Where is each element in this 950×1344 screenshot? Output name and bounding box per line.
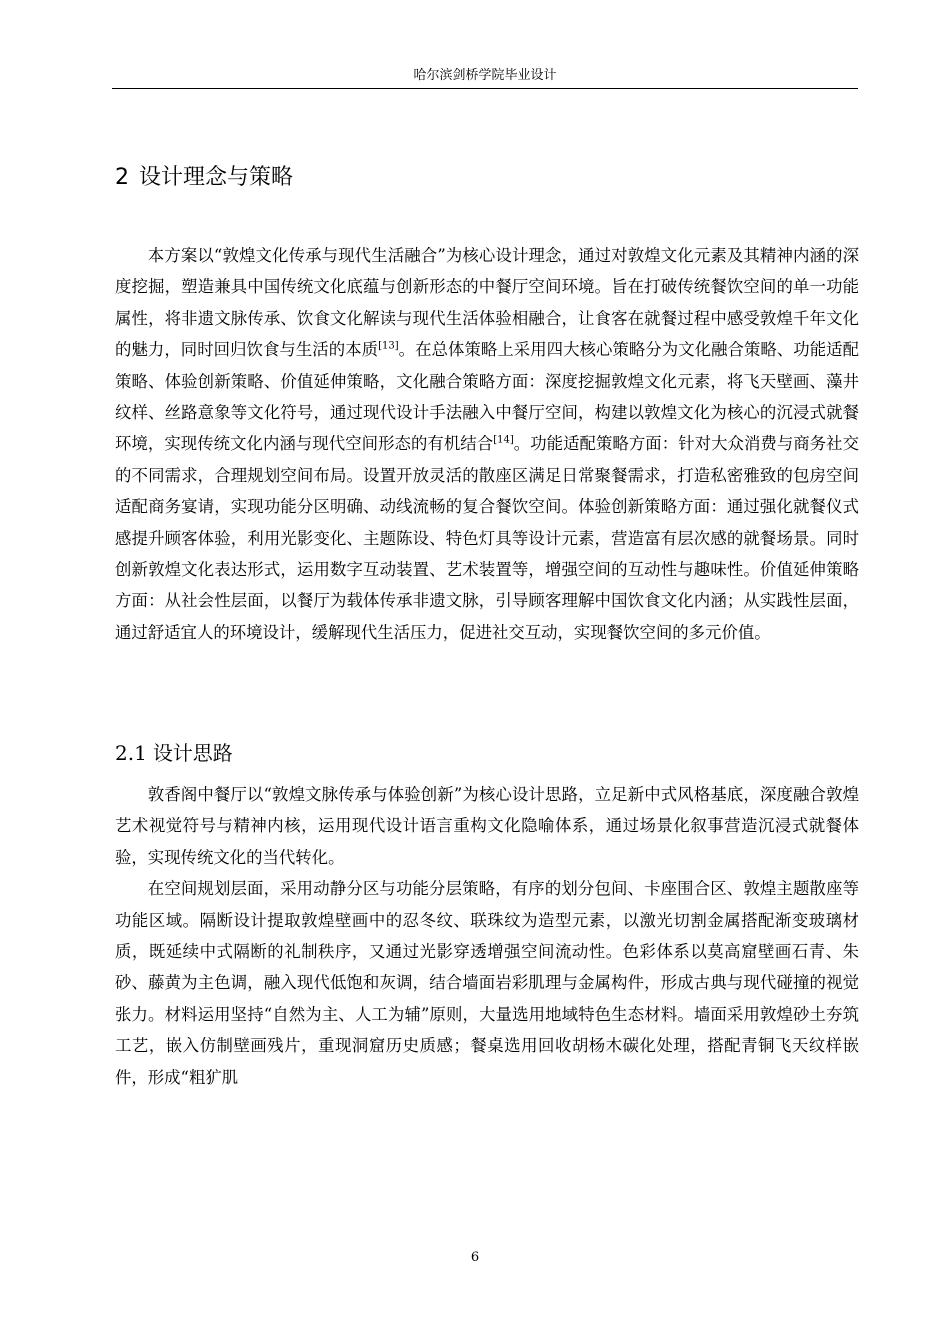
section-heading (115, 738, 233, 768)
chapter-heading (115, 163, 293, 193)
intro-text-1: 本方案以“敦煌文化传承与现代生活融合”为核心设计理念，通过对敦煌文化元素及其精神内涵的深度挖掘，塑造兼具中国传统文化底蕴与创新形态的中餐厅空间环境。旨在打破传统餐饮空间的单一功能属性，将非遗文脉传承、饮食文化解读与现代生活体验相融合，让食客在就餐过程中感受敦煌千年文化的魅力，同时回归饮食与生活的本质 (115, 246, 859, 360)
header-rule (112, 88, 858, 89)
section-body (115, 779, 859, 1093)
section-paragraph-2: 在空间规划层面，采用动静分区与功能分层策略，有序的划分包间、卡座围合区、敦煌主题散座等功能区域。隔断设计提取敦煌壁画中的忍冬纹、联珠纹为造型元素，以激光切割金属搭配渐变玻璃材质，既延续中式隔断的礼制秩序，又通过光影穿透增强空间流动性。色彩体系以莫高窟壁画石青、朱砂、藤黄为主色调，融入现代低饱和灰调，结合墙面岩彩肌理与金属构件，形成古典与现代碰撞的视觉张力。材料运用坚持“自然为主、人工为辅”原则，大量选用地域特色生态材料。墙面采用敦煌砂土夯筑工艺，嵌入仿制壁画残片，重现洞窟历史质感；餐桌选用回收胡杨木碳化处理，搭配青铜飞天纹样嵌件，形成“粗犷肌 (115, 879, 859, 1087)
chapter-title: 设计理念与策略 (139, 165, 294, 190)
intro-block (115, 240, 859, 648)
section-title: 设计思路 (152, 741, 233, 765)
intro-text-2: 。在总体策略上采用四大核心策略分为文化融合策略、功能适配策略、体验创新策略、价值延伸策略，文化融合策略方面：深度挖掘敦煌文化元素，将飞天壁画、藻井纹样、丝路意象等文化符号，通过现代设计手法融入中餐厅空间，构建以敦煌文化为核心的沉浸式就餐环境，实现传统文化内涵与现代空间形态的有机结合 (115, 340, 860, 454)
chapter-number: 2 (115, 165, 129, 190)
section-paragraph-1: 敦香阁中餐厅以“敦煌文脉传承与体验创新”为核心设计思路，立足新中式风格基底，深度融合敦煌艺术视觉符号与精神内核，运用现代设计语言重构文化隐喻体系，通过场景化叙事营造沉浸式就餐体验，实现传统文化的当代转化。 (115, 785, 859, 867)
intro-text-3: 。功能适配策略方面：针对大众消费与商务社交的不同需求，合理规划空间布局。设置开放灵活的散座区满足日常聚餐需求，打造私密雅致的包房空间适配商务宴请，实现功能分区明确、动线流畅的复合餐饮空间。体验创新策略方面：通过强化就餐仪式感提升顾客体验，利用光影变化、主题陈设、特色灯具等设计元素，营造富有层次感的就餐场景。同时创新敦煌文化表达形式，运用数字互动装置、艺术装置等，增强空间的互动性与趣味性。价值延伸策略方面：从社会性层面，以餐厅为载体传承非遗文脉，引导顾客理解中国饮食文化内涵；从实践性层面，通过舒适宜人的环境设计，缓解现代生活压力，促进社交互动，实现餐饮空间的多元价值。 (115, 434, 860, 642)
intro-paragraph (115, 240, 859, 648)
page-number: 6 (470, 1250, 480, 1265)
citation-13: [13] (378, 340, 399, 352)
citation-14: [14] (493, 434, 514, 446)
section-number: 2.1 (115, 741, 147, 765)
running-header: 哈尔滨剑桥学院毕业设计 (413, 68, 557, 83)
